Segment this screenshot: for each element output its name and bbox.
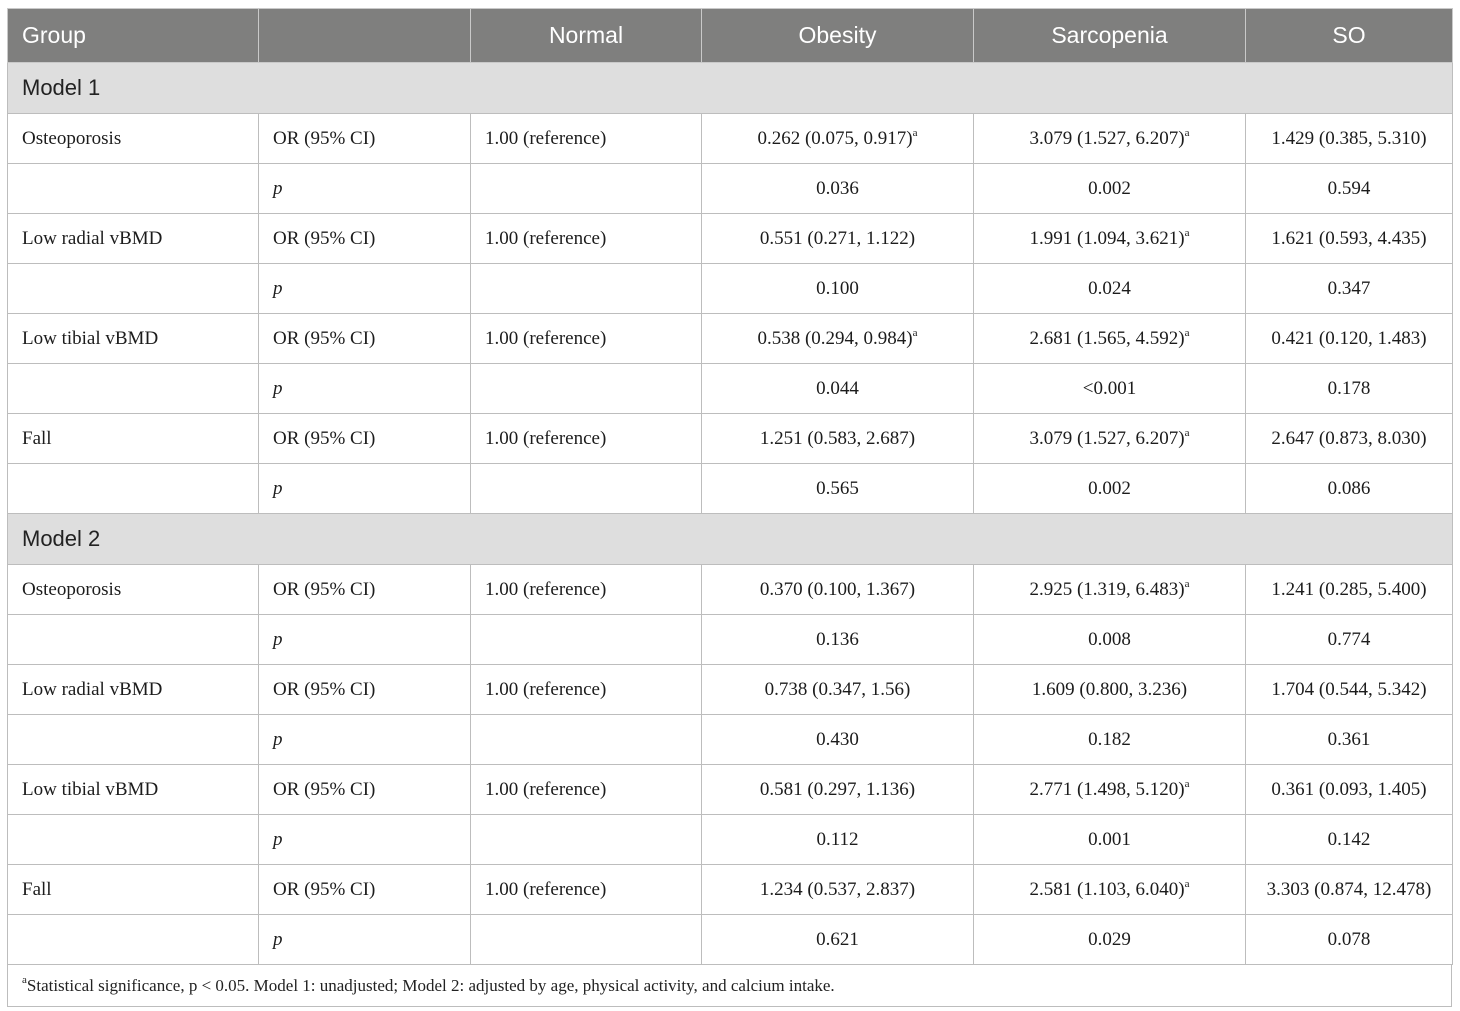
table-body xyxy=(8,63,1453,965)
or-cell xyxy=(974,114,1246,164)
or-cell xyxy=(974,665,1246,715)
outcome-name: Low tibial vBMD xyxy=(8,314,259,364)
p-value: 0.100 xyxy=(702,264,974,314)
or-cell xyxy=(1246,765,1453,815)
p-value xyxy=(471,364,702,414)
table-row xyxy=(8,715,1453,765)
or-cell xyxy=(471,665,702,715)
outcome-name: Low tibial vBMD xyxy=(8,765,259,815)
empty-cell xyxy=(8,915,259,965)
or-value: 1.00 (reference) xyxy=(485,778,607,800)
significance-marker: a xyxy=(1184,577,1190,590)
or-cell xyxy=(702,214,974,264)
or-value: 1.234 (0.537, 2.837) xyxy=(759,878,916,900)
outcome-name: Low radial vBMD xyxy=(8,665,259,715)
p-label: p xyxy=(259,164,471,214)
or-value: 2.647 (0.873, 8.030) xyxy=(1271,427,1427,449)
model-label: Model 2 xyxy=(8,514,1453,565)
or-value: 0.370 (0.100, 1.367) xyxy=(759,578,916,600)
table-row xyxy=(8,815,1453,865)
or-value: 0.421 (0.120, 1.483) xyxy=(1271,327,1427,349)
or-value: 0.361 (0.093, 1.405) xyxy=(1271,778,1427,800)
model-label: Model 1 xyxy=(8,63,1453,114)
measure-label: OR (95% CI) xyxy=(259,565,471,615)
or-value: 1.241 (0.285, 5.400) xyxy=(1271,578,1427,600)
table-row xyxy=(8,665,1453,715)
significance-marker: a xyxy=(1184,226,1190,239)
measure-label: OR (95% CI) xyxy=(259,214,471,264)
or-cell xyxy=(702,865,974,915)
header-so: SO xyxy=(1246,9,1453,63)
model-row xyxy=(8,514,1453,565)
table-row xyxy=(8,414,1453,464)
or-value: 1.00 (reference) xyxy=(485,878,607,900)
significance-marker: a xyxy=(912,326,918,339)
table-footnote xyxy=(7,965,1452,1007)
measure-label: OR (95% CI) xyxy=(259,114,471,164)
p-value: 0.002 xyxy=(974,164,1246,214)
or-value: 1.00 (reference) xyxy=(485,227,607,249)
outcome-name: Fall xyxy=(8,865,259,915)
p-value: 0.078 xyxy=(1246,915,1453,965)
or-cell xyxy=(471,865,702,915)
or-cell xyxy=(702,314,974,364)
or-value: 1.621 (0.593, 4.435) xyxy=(1271,227,1427,249)
or-cell xyxy=(471,314,702,364)
or-cell xyxy=(702,765,974,815)
p-value: 0.565 xyxy=(702,464,974,514)
p-value: 0.002 xyxy=(974,464,1246,514)
p-value xyxy=(471,615,702,665)
or-cell xyxy=(974,314,1246,364)
model-row xyxy=(8,63,1453,114)
header-group: Group xyxy=(8,9,259,63)
p-value xyxy=(471,264,702,314)
p-value: 0.044 xyxy=(702,364,974,414)
significance-marker: a xyxy=(1184,877,1190,890)
p-value xyxy=(471,915,702,965)
empty-cell xyxy=(8,264,259,314)
table-row xyxy=(8,615,1453,665)
p-value: 0.774 xyxy=(1246,615,1453,665)
or-value: 3.079 (1.527, 6.207) xyxy=(1029,127,1185,149)
p-label: p xyxy=(259,615,471,665)
or-cell xyxy=(702,665,974,715)
or-cell xyxy=(1246,565,1453,615)
table-row xyxy=(8,565,1453,615)
significance-marker: a xyxy=(1184,126,1190,139)
or-value: 1.609 (0.800, 3.236) xyxy=(1031,678,1188,700)
or-cell xyxy=(974,565,1246,615)
footnote-text: Statistical significance, p < 0.05. Model 1: unadjusted; Model 2: adjusted by age, physical activity, and calcium intake. xyxy=(26,976,835,995)
or-value: 0.538 (0.294, 0.984) xyxy=(757,327,913,349)
p-label: p xyxy=(259,715,471,765)
significance-marker: a xyxy=(1184,426,1190,439)
or-cell xyxy=(702,414,974,464)
or-value: 3.079 (1.527, 6.207) xyxy=(1029,427,1185,449)
or-value: 1.00 (reference) xyxy=(485,127,607,149)
measure-label: OR (95% CI) xyxy=(259,865,471,915)
p-label: p xyxy=(259,815,471,865)
or-value: 1.00 (reference) xyxy=(485,678,607,700)
or-cell xyxy=(471,565,702,615)
p-value: 0.001 xyxy=(974,815,1246,865)
or-cell xyxy=(471,214,702,264)
table-row xyxy=(8,214,1453,264)
or-value: 2.771 (1.498, 5.120) xyxy=(1029,778,1185,800)
or-value: 0.262 (0.075, 0.917) xyxy=(757,127,913,149)
or-value: 0.738 (0.347, 1.56) xyxy=(764,678,911,700)
p-value: 0.112 xyxy=(702,815,974,865)
header-measure xyxy=(259,9,471,63)
p-label: p xyxy=(259,264,471,314)
or-value: 0.581 (0.297, 1.136) xyxy=(759,778,916,800)
measure-label: OR (95% CI) xyxy=(259,665,471,715)
p-value xyxy=(471,715,702,765)
or-value: 2.925 (1.319, 6.483) xyxy=(1029,578,1185,600)
p-value: 0.347 xyxy=(1246,264,1453,314)
measure-label: OR (95% CI) xyxy=(259,314,471,364)
empty-cell xyxy=(8,364,259,414)
or-cell xyxy=(974,765,1246,815)
table-row xyxy=(8,765,1453,815)
empty-cell xyxy=(8,715,259,765)
or-value: 1.251 (0.583, 2.687) xyxy=(759,427,916,449)
p-value: 0.086 xyxy=(1246,464,1453,514)
p-value: 0.136 xyxy=(702,615,974,665)
header-obesity: Obesity xyxy=(702,9,974,63)
outcome-name: Osteoporosis xyxy=(8,565,259,615)
table-row xyxy=(8,364,1453,414)
or-cell xyxy=(702,565,974,615)
or-cell xyxy=(1246,665,1453,715)
or-cell xyxy=(702,114,974,164)
header-row xyxy=(8,9,1453,63)
p-value: 0.182 xyxy=(974,715,1246,765)
table-row xyxy=(8,314,1453,364)
empty-cell xyxy=(8,815,259,865)
empty-cell xyxy=(8,615,259,665)
footnote-marker: a xyxy=(22,974,27,986)
p-value: 0.594 xyxy=(1246,164,1453,214)
or-cell xyxy=(974,414,1246,464)
or-value: 2.681 (1.565, 4.592) xyxy=(1029,327,1185,349)
significance-marker: a xyxy=(1184,777,1190,790)
p-label: p xyxy=(259,464,471,514)
or-value: 1.00 (reference) xyxy=(485,427,607,449)
p-value: 0.430 xyxy=(702,715,974,765)
or-cell xyxy=(974,865,1246,915)
table-row xyxy=(8,114,1453,164)
significance-marker: a xyxy=(912,126,918,139)
table-row xyxy=(8,264,1453,314)
or-cell xyxy=(1246,314,1453,364)
table-row xyxy=(8,915,1453,965)
or-cell xyxy=(471,414,702,464)
p-value: 0.024 xyxy=(974,264,1246,314)
p-value: 0.036 xyxy=(702,164,974,214)
p-value: 0.142 xyxy=(1246,815,1453,865)
measure-label: OR (95% CI) xyxy=(259,414,471,464)
p-value: 0.029 xyxy=(974,915,1246,965)
empty-cell xyxy=(8,464,259,514)
header-sarcopenia: Sarcopenia xyxy=(974,9,1246,63)
odds-ratio-table xyxy=(7,8,1453,965)
p-value: 0.621 xyxy=(702,915,974,965)
or-value: 3.303 (0.874, 12.478) xyxy=(1266,878,1432,900)
results-table-container xyxy=(7,8,1452,1007)
or-value: 1.704 (0.544, 5.342) xyxy=(1271,678,1427,700)
or-value: 1.429 (0.385, 5.310) xyxy=(1271,127,1427,149)
significance-marker: a xyxy=(1184,326,1190,339)
or-cell xyxy=(471,114,702,164)
or-value: 1.991 (1.094, 3.621) xyxy=(1029,227,1185,249)
table-row xyxy=(8,865,1453,915)
p-value xyxy=(471,464,702,514)
header-normal: Normal xyxy=(471,9,702,63)
or-value: 0.551 (0.271, 1.122) xyxy=(759,227,916,249)
table-row xyxy=(8,464,1453,514)
table-row xyxy=(8,164,1453,214)
or-value: 2.581 (1.103, 6.040) xyxy=(1029,878,1185,900)
or-cell xyxy=(1246,114,1453,164)
p-value: 0.178 xyxy=(1246,364,1453,414)
p-label: p xyxy=(259,364,471,414)
p-value: 0.008 xyxy=(974,615,1246,665)
p-value: <0.001 xyxy=(974,364,1246,414)
measure-label: OR (95% CI) xyxy=(259,765,471,815)
p-value xyxy=(471,164,702,214)
p-value xyxy=(471,815,702,865)
or-cell xyxy=(1246,414,1453,464)
or-cell xyxy=(1246,865,1453,915)
outcome-name: Fall xyxy=(8,414,259,464)
outcome-name: Osteoporosis xyxy=(8,114,259,164)
or-value: 1.00 (reference) xyxy=(485,578,607,600)
or-cell xyxy=(974,214,1246,264)
p-label: p xyxy=(259,915,471,965)
p-value: 0.361 xyxy=(1246,715,1453,765)
or-cell xyxy=(1246,214,1453,264)
or-cell xyxy=(471,765,702,815)
outcome-name: Low radial vBMD xyxy=(8,214,259,264)
or-value: 1.00 (reference) xyxy=(485,327,607,349)
empty-cell xyxy=(8,164,259,214)
